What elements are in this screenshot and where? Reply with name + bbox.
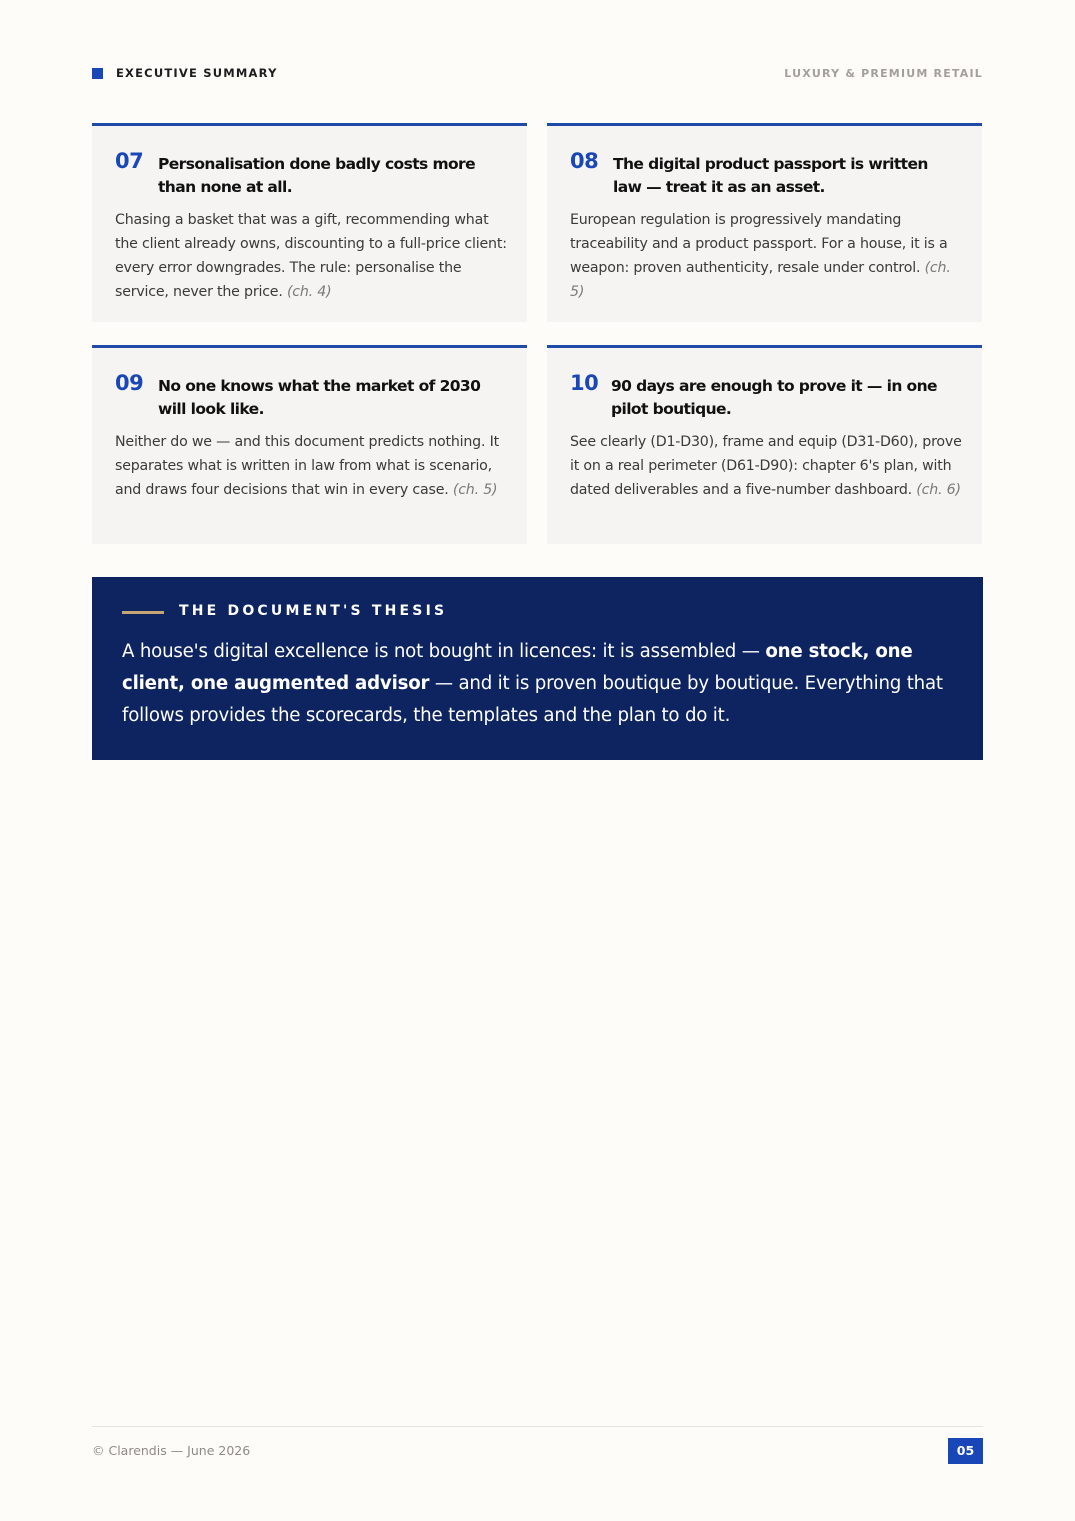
summary-card-07 <box>92 123 527 322</box>
chapter-reference: (ch. 4) <box>286 284 332 300</box>
card-body-text: Chasing a basket that was a gift, recommending what the client already owns, discounting to a full-price client: every error downgrades. The rule: personalise the service, never the price. <box>115 212 507 300</box>
card-number: 08 <box>570 149 599 173</box>
card-title: No one knows what the market of 2030 will look like. <box>158 377 481 418</box>
card-body-text: European regulation is progressively mandating traceability and a product passport. For a house, it is a weapon: proven authenticity, resale under control. <box>570 212 948 276</box>
summary-card-10 <box>547 345 982 544</box>
card-title: The digital product passport is written law — treat it as an asset. <box>613 155 928 196</box>
page-number: 05 <box>948 1438 983 1464</box>
chapter-reference: (ch. 6) <box>916 482 961 498</box>
card-body <box>115 430 510 502</box>
footer-divider <box>92 1426 983 1427</box>
thesis-text-lead: A house's digital excellence is not bought in licences: it is assembled — <box>122 641 766 662</box>
thesis-text <box>122 636 962 732</box>
thesis-rule <box>122 611 164 614</box>
chapter-reference: (ch. 5) <box>452 482 498 498</box>
card-title: 90 days are enough to prove it — in one pilot boutique. <box>611 377 937 418</box>
page-header <box>92 66 983 82</box>
section-title: EXECUTIVE SUMMARY <box>116 66 278 80</box>
footer-copyright: © Clarendis — June 2026 <box>92 1443 251 1458</box>
card-title: Personalisation done badly costs more than none at all. <box>158 155 475 196</box>
card-body-text: Neither do we — and this document predicts nothing. It separates what is written in law from what is scenario, and draws four decisions that win in every case. <box>115 434 499 498</box>
publication-title: LUXURY & PREMIUM RETAIL <box>784 67 983 80</box>
card-body <box>115 208 510 304</box>
summary-card-08 <box>547 123 982 322</box>
thesis-text-emphasis: one stock, one client, one augmented advisor <box>122 641 913 694</box>
card-body <box>570 208 965 304</box>
card-body-text: See clearly (D1-D30), frame and equip (D31-D60), prove it on a real perimeter (D61-D90): chapter 6's plan, with dated deliverables and a five-number dashboard. <box>570 434 962 498</box>
section-marker-icon <box>92 68 103 79</box>
thesis-text-tail: — and it is proven boutique by boutique. Everything that follows provides the scorecards, the templates and the plan to do it. <box>122 673 943 726</box>
summary-card-09 <box>92 345 527 544</box>
card-number: 09 <box>115 371 144 395</box>
card-number: 07 <box>115 149 144 173</box>
card-number: 10 <box>570 371 599 395</box>
thesis-box <box>92 577 983 760</box>
thesis-label: THE DOCUMENT'S THESIS <box>179 603 448 619</box>
chapter-reference: (ch. 5) <box>570 260 951 300</box>
card-body <box>570 430 965 502</box>
